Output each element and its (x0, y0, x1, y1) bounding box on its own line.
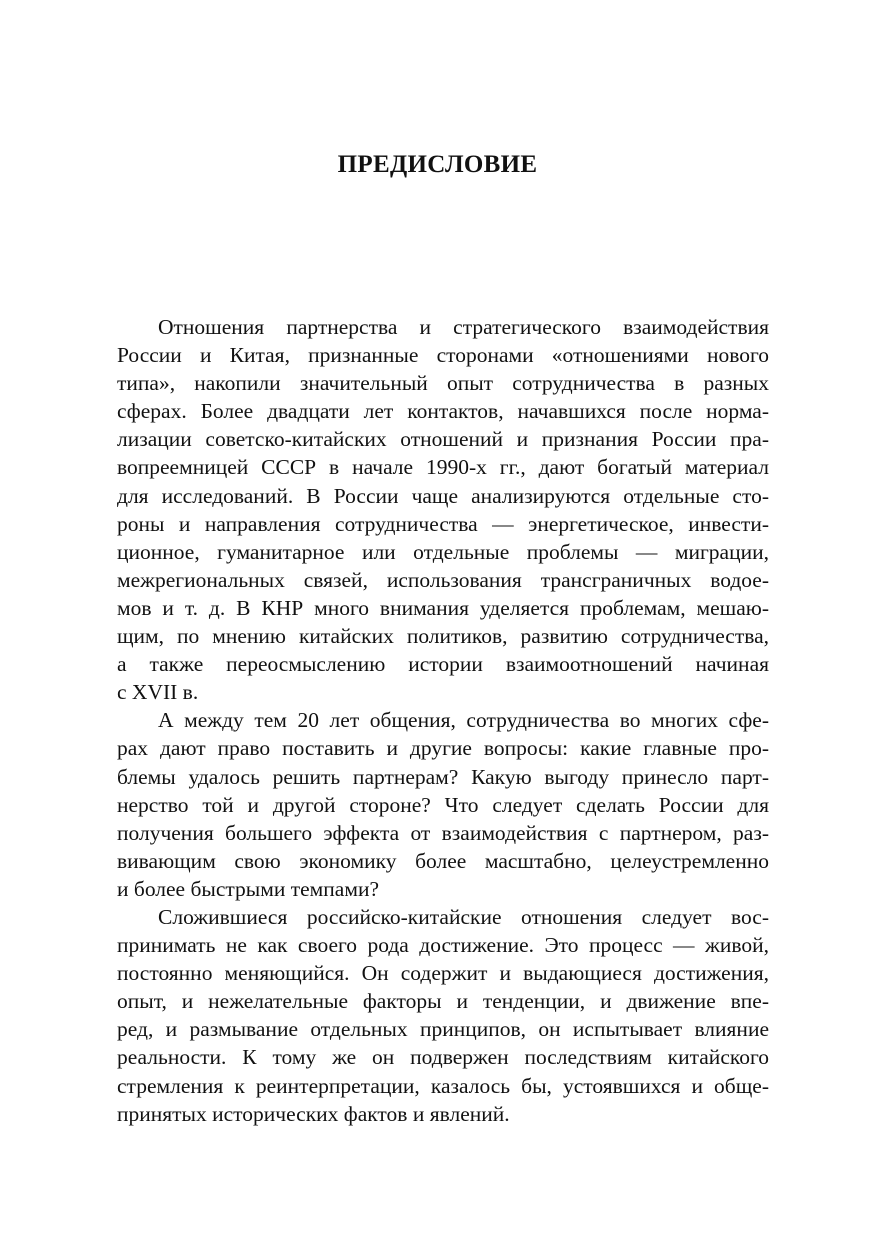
text-line: стремления к реинтерпретации, казалось бы, устоявшихся и обще- (117, 1073, 769, 1098)
paragraph (117, 313, 769, 706)
text-line: принятых исторических фактов и явлений. (117, 1101, 510, 1126)
text-line: России и Китая, признанные сторонами «отношениями нового (117, 343, 769, 368)
text-line: блемы удалось решить партнерам? Какую выгоду принесло парт- (117, 764, 769, 789)
text-line: Отношения партнерства и стратегического взаимодействия (158, 315, 769, 339)
text-line: мов и т. д. В КНР много внимания уделяется проблемам, мешаю- (117, 595, 769, 620)
text-line: а также переосмыслению истории взаимоотношений начиная (117, 652, 769, 677)
text-line: роны и направления сотрудничества — энергетическое, инвести- (117, 511, 769, 536)
text-line: вопреемницей СССР в начале 1990-х гг., дают богатый материал (117, 455, 769, 480)
text-line: принимать не как своего рода достижение. Это процесс — живой, (117, 933, 769, 958)
text-line: ционное, гуманитарное или отдельные проблемы — миграции, (117, 539, 769, 564)
text-line: щим, по мнению китайских политиков, развитию сотрудничества, (117, 624, 769, 649)
body-text (117, 313, 769, 1128)
text-line: рах дают право поставить и другие вопросы: какие главные про- (117, 736, 769, 761)
text-line: для исследований. В России чаще анализируются отдельные сто- (117, 483, 769, 508)
text-line: получения большего эффекта от взаимодействия с партнером, раз- (117, 820, 769, 845)
text-line: постоянно меняющийся. Он содержит и выдающиеся достижения, (117, 961, 769, 986)
text-line: нерство той и другой стороне? Что следует сделать России для (117, 792, 769, 817)
text-line: ред, и размывание отдельных принципов, он испытывает влияние (117, 1017, 769, 1042)
page-title: ПРЕДИСЛОВИЕ (337, 151, 538, 178)
text-line: межрегиональных связей, использования трансграничных водое- (117, 567, 769, 592)
text-line: вивающим свою экономику более масштабно, целеустремленно (117, 848, 769, 873)
text-line: и более быстрыми темпами? (117, 876, 379, 901)
text-line: с XVII в. (117, 680, 199, 705)
text-line: Сложившиеся российско-китайские отношения следует вос- (158, 904, 769, 929)
paragraph (117, 706, 769, 903)
text-line: реальности. К тому же он подвержен последствиям китайского (117, 1045, 769, 1070)
paragraph (117, 903, 769, 1128)
text-line: опыт, и нежелательные факторы и тенденции, и движение впе- (117, 989, 769, 1014)
text-line: А между тем 20 лет общения, сотрудничества во многих сфе- (158, 708, 769, 733)
text-line: сферах. Более двадцати лет контактов, начавшихся после норма- (117, 399, 769, 424)
text-line: лизации советско-китайских отношений и признания России пра- (117, 427, 769, 452)
text-line: типа», накопили значительный опыт сотрудничества в разных (117, 371, 769, 396)
